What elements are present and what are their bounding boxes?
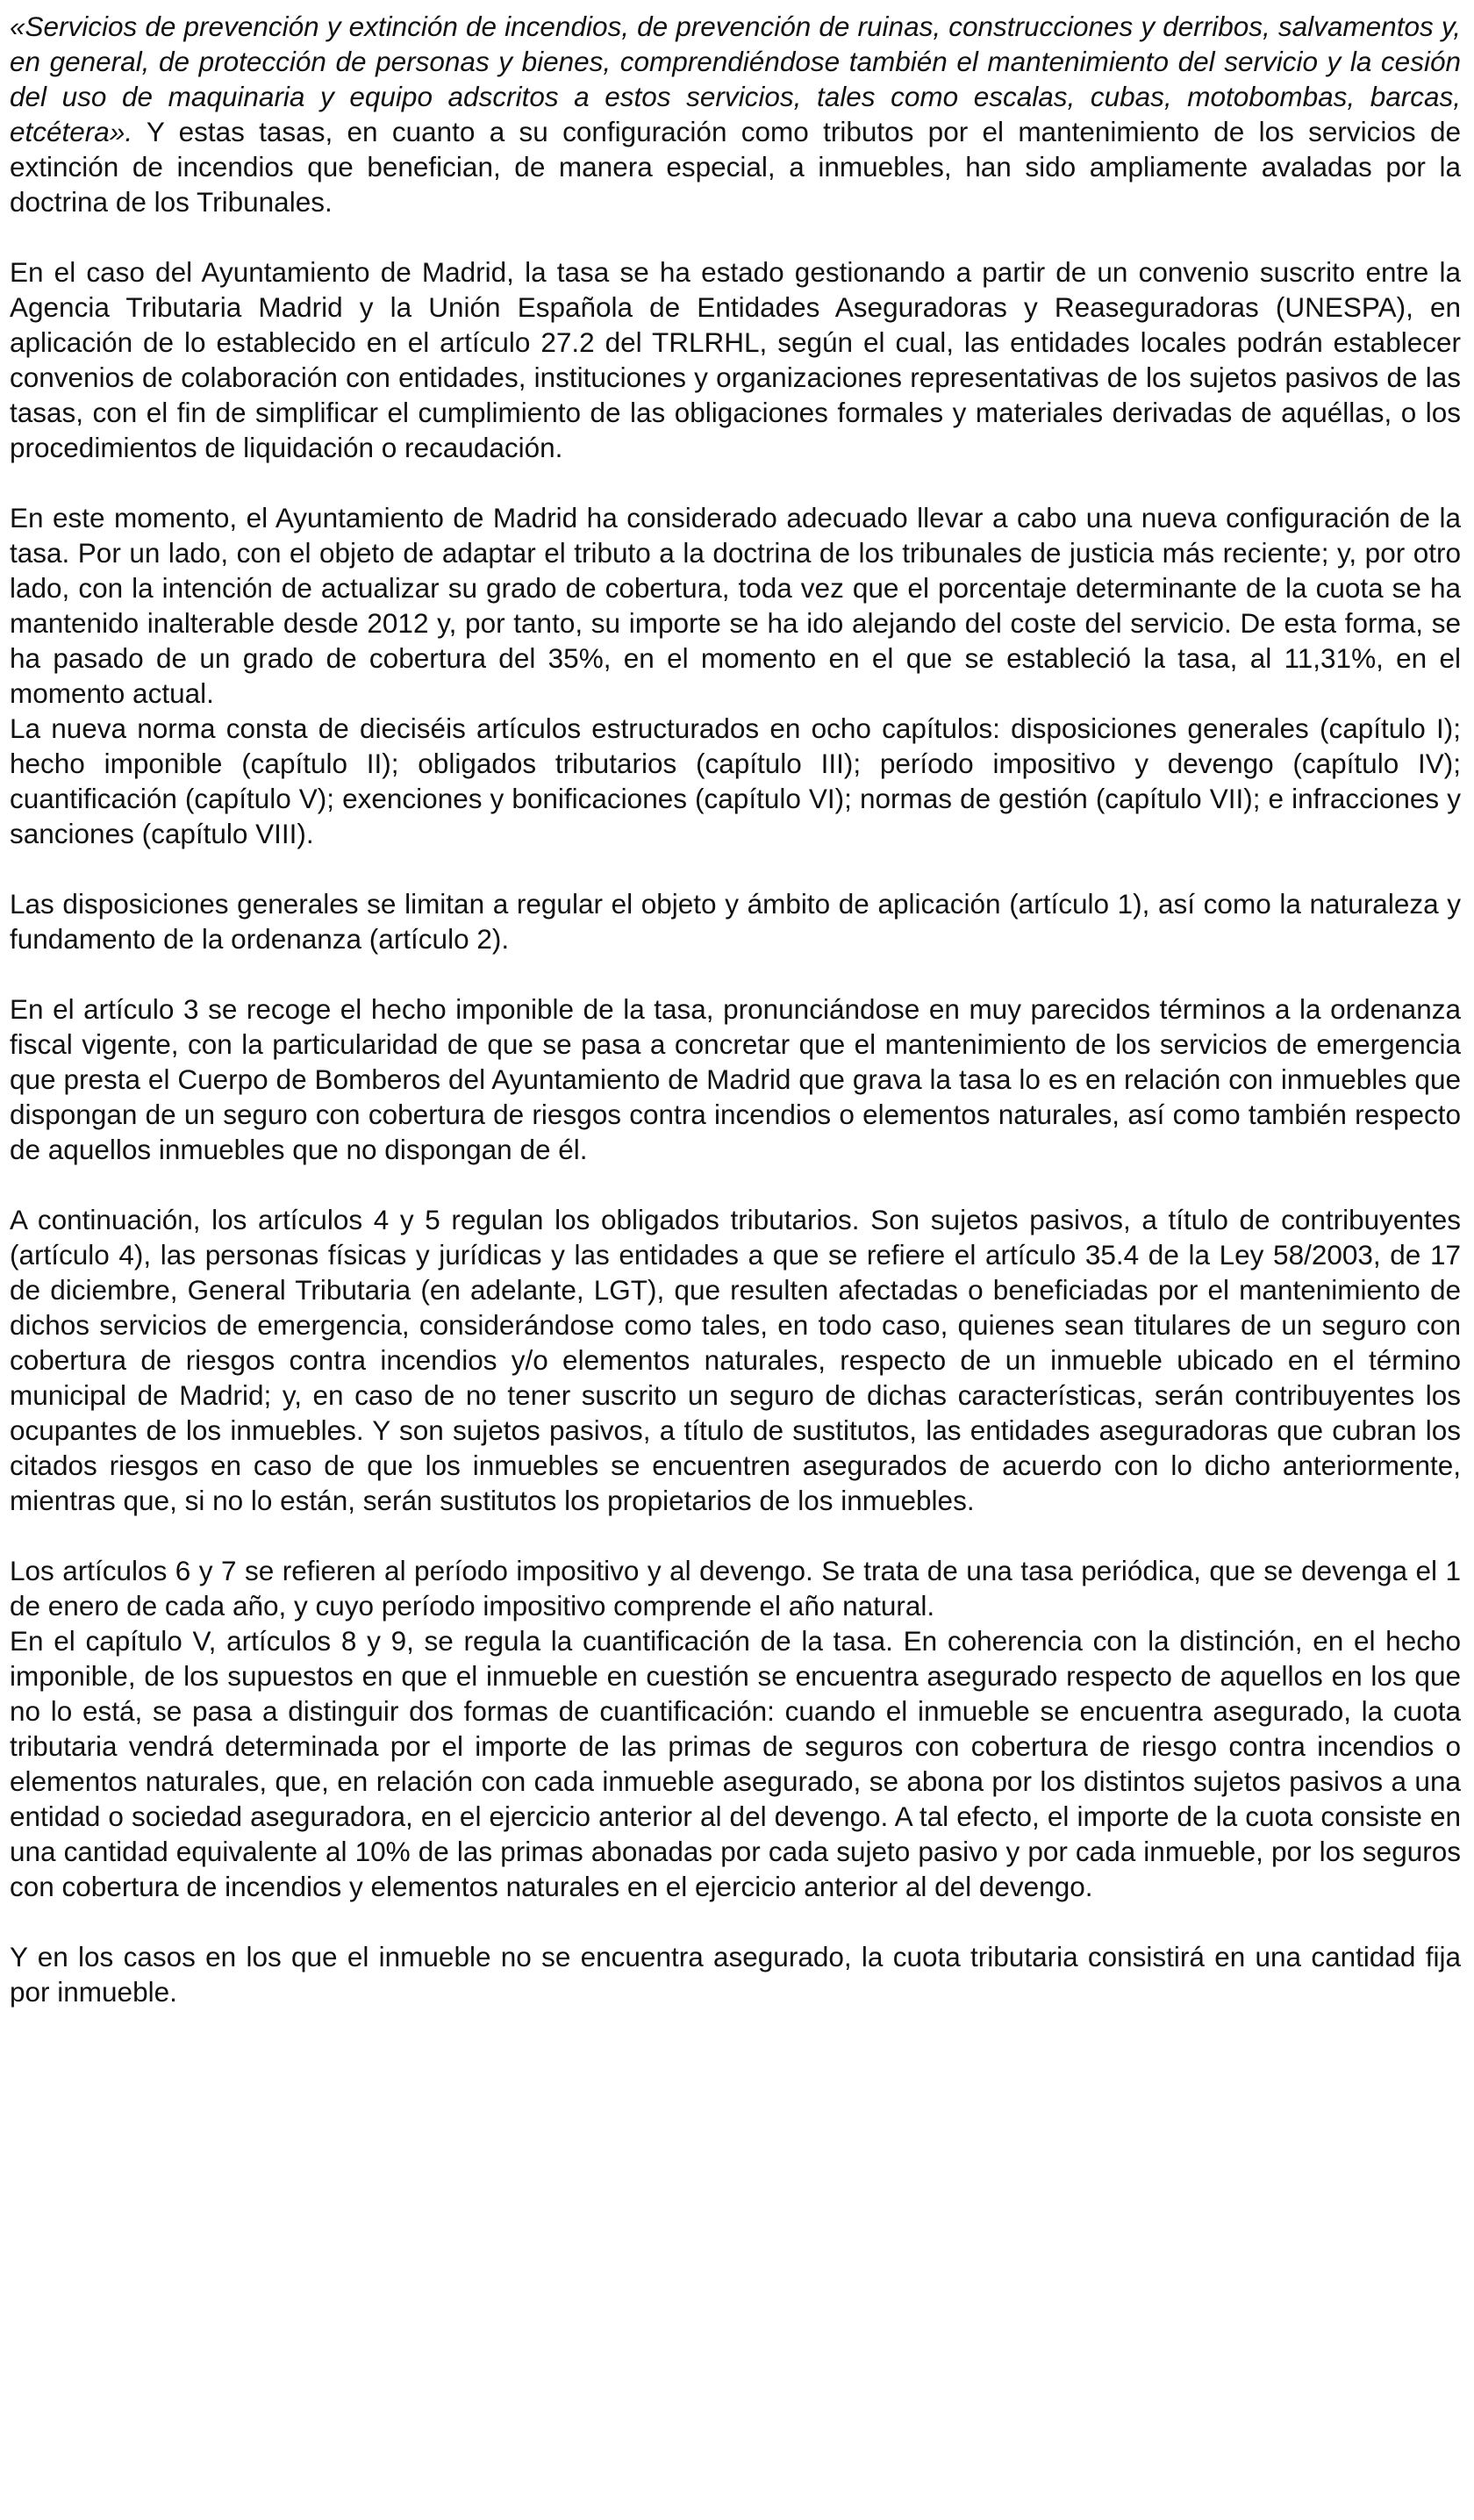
- paragraph: Los artículos 6 y 7 se refieren al período impositivo y al devengo. Se trata de una tasa periódica, que se devenga el 1 de enero de cada año, y cuyo período impositivo comprende el año natural.: [10, 1555, 1461, 1622]
- paragraph: A continuación, los artículos 4 y 5 regulan los obligados tributarios. Son sujetos pasivos, a título de contribuyentes (artículo 4), las personas físicas y jurídicas y las entidades a que se refiere el artículo 35.4 de la Ley 58/2003, de 17 de diciembre, General Tributaria (en adelante, LGT), que resulten afectadas o beneficiadas por el mantenimiento de dichos servicios de emergencia, considerándose como tales, en todo caso, quienes sean titulares de un seguro con cobertura de riesgos contra incendios y/o elementos naturales, respecto de un inmueble ubicado en el término municipal de Madrid; y, en caso de no tener suscrito un seguro de dichas características, serán contribuyentes los ocupantes de los inmuebles. Y son sujetos pasivos, a título de sustitutos, las entidades aseguradoras que cubran los citados riesgos en caso de que los inmuebles se encuentren asegurados de acuerdo con lo dicho anteriormente, mientras que, si no lo están, serán sustitutos los propietarios de los inmuebles.: [10, 1204, 1461, 1516]
- paragraph: En el artículo 3 se recoge el hecho imponible de la tasa, pronunciándose en muy parecidos términos a la ordenanza fiscal vigente, con la particularidad de que se pasa a concretar que el mantenimiento de los servicios de emergencia que presta el Cuerpo de Bomberos del Ayuntamiento de Madrid que grava la tasa lo es en relación con inmuebles que dispongan de un seguro con cobertura de riesgos contra incendios o elementos naturales, así como también respecto de aquellos inmuebles que no dispongan de él.: [10, 993, 1461, 1165]
- document-body: [10, 9, 1461, 2009]
- paragraph: En este momento, el Ayuntamiento de Madrid ha considerado adecuado llevar a cabo una nueva configuración de la tasa. Por un lado, con el objeto de adaptar el tributo a la doctrina de los tribunales de justicia más reciente; y, por otro lado, con la intención de actualizar su grado de cobertura, toda vez que el porcentaje determinante de la cuota se ha mantenido inalterable desde 2012 y, por tanto, su importe se ha ido alejando del coste del servicio. De esta forma, se ha pasado de un grado de cobertura del 35%, en el momento en el que se estableció la tasa, al 11,31%, en el momento actual.: [10, 502, 1461, 709]
- paragraph: En el caso del Ayuntamiento de Madrid, la tasa se ha estado gestionando a partir de un convenio suscrito entre la Agencia Tributaria Madrid y la Unión Española de Entidades Aseguradoras y Reaseguradoras (UNESPA), en aplicación de lo establecido en el artículo 27.2 del TRLRHL, según el cual, las entidades locales podrán establecer convenios de colaboración con entidades, instituciones y organizaciones representativas de los sujetos pasivos de las tasas, con el fin de simplificar el cumplimiento de las obligaciones formales y materiales derivadas de aquéllas, o los procedimientos de liquidación o recaudación.: [10, 256, 1461, 463]
- paragraph-quote-intro: [10, 9, 1461, 219]
- paragraph: La nueva norma consta de dieciséis artículos estructurados en ocho capítulos: disposiciones generales (capítulo I); hecho imponible (capítulo II); obligados tributarios (capítulo III); período impositivo y devengo (capítulo IV); cuantificación (capítulo V); exenciones y bonificaciones (capítulo VI); normas de gestión (capítulo VII); e infracciones y sanciones (capítulo VIII).: [10, 712, 1461, 849]
- paragraph: Las disposiciones generales se limitan a regular el objeto y ámbito de aplicación (artículo 1), así como la naturaleza y fundamento de la ordenanza (artículo 2).: [10, 888, 1461, 955]
- paragraph: En el capítulo V, artículos 8 y 9, se regula la cuantificación de la tasa. En coherencia con la distinción, en el hecho imponible, de los supuestos en que el inmueble en cuestión se encuentra asegurado respecto de aquellos en los que no lo está, se pasa a distinguir dos formas de cuantificación: cuando el inmueble se encuentra asegurado, la cuota tributaria vendrá determinada por el importe de las primas de seguros con cobertura de riesgo contra incendios o elementos naturales, que, en relación con cada inmueble asegurado, se abona por los distintos sujetos pasivos a una entidad o sociedad aseguradora, en el ejercicio anterior al del devengo. A tal efecto, el importe de la cuota consiste en una cantidad equivalente al 10% de las primas abonadas por cada sujeto pasivo y por cada inmueble, por los seguros con cobertura de incendios y elementos naturales en el ejercicio anterior al del devengo.: [10, 1625, 1461, 1902]
- paragraph: Y en los casos en los que el inmueble no se encuentra asegurado, la cuota tributaria consistirá en una cantidad fija por inmueble.: [10, 1941, 1461, 2008]
- paragraph-text: Y estas tasas, en cuanto a su configuración como tributos por el mantenimiento de los servicios de extinción de incendios que benefician, de manera especial, a inmuebles, han sido ampliamente avaladas por la doctrina de los Tribunales.: [10, 116, 1461, 218]
- quoted-text: «Servicios de prevención y extinción de incendios, de prevención de ruinas, construcciones y derribos, salvamentos y, en general, de protección de personas y bienes, comprendiéndose también el mantenimiento del servicio y la cesión del uso de maquinaria y equipo adscritos a estos servicios, tales como escalas, cubas, motobombas, barcas, etcétera».: [10, 11, 1461, 147]
